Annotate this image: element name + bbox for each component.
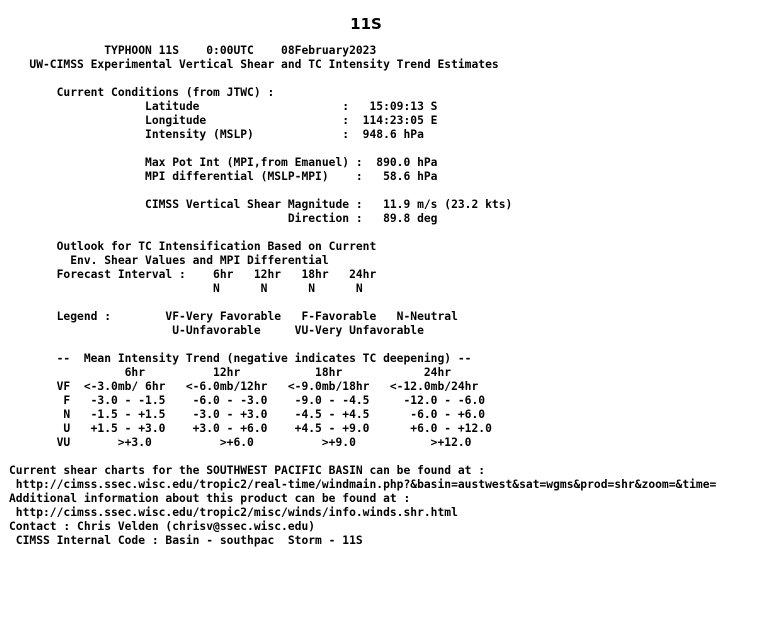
trend-row-vf: VF <-3.0mb/ 6hr <-6.0mb/12hr <-9.0mb/18hr <-12.0mb/24hr bbox=[9, 380, 479, 393]
max-pot-int-line: Max Pot Int (MPI,from Emanuel) : 890.0 hPa bbox=[9, 156, 438, 169]
shear-charts-text: Current shear charts for the SOUTHWEST PACIFIC BASIN can be found at : bbox=[9, 464, 486, 477]
legend-line-1: Legend : VF-Very Favorable F-Favorable N-Neutral bbox=[9, 310, 458, 323]
trend-row-f: F -3.0 - -1.5 -6.0 - -3.0 -9.0 - -4.5 -12.0 - -6.0 bbox=[9, 394, 486, 407]
mpi-differential-line: MPI differential (MSLP-MPI) : 58.6 hPa bbox=[9, 170, 438, 183]
latitude-line: Latitude : 15:09:13 S bbox=[9, 100, 438, 113]
blank-line bbox=[9, 142, 716, 156]
outlook-subheading: Env. Shear Values and MPI Differential bbox=[9, 254, 329, 267]
trend-row-u: U +1.5 - +3.0 +3.0 - +6.0 +4.5 - +9.0 +6.0 - +12.0 bbox=[9, 422, 492, 435]
longitude-line: Longitude : 114:23:05 E bbox=[9, 114, 438, 127]
page-title: 11S bbox=[350, 15, 382, 33]
conditions-heading: Current Conditions (from JTWC) : bbox=[9, 86, 275, 99]
shear-direction-line: Direction : 89.8 deg bbox=[9, 212, 438, 225]
trend-row-vu: VU >+3.0 >+6.0 >+9.0 >+12.0 bbox=[9, 436, 472, 449]
blank-line bbox=[9, 296, 716, 310]
forecast-interval-values: N N N N bbox=[9, 282, 363, 295]
shear-charts-link[interactable]: http://cimss.ssec.wisc.edu/tropic2/real-time/windmain.php?&basin=austwest&sat=wgms&prod=shr&zoom=&time= bbox=[9, 478, 717, 491]
intensity-line: Intensity (MSLP) : 948.6 hPa bbox=[9, 128, 424, 141]
report-header-line: TYPHOON 11S 0:00UTC 08February2023 bbox=[9, 44, 377, 57]
additional-info-text: Additional information about this product can be found at : bbox=[9, 492, 411, 505]
blank-line bbox=[9, 338, 716, 352]
shear-report bbox=[9, 44, 716, 548]
trend-row-n: N -1.5 - +1.5 -3.0 - +3.0 -4.5 - +4.5 -6.0 - +6.0 bbox=[9, 408, 486, 421]
legend-line-2: U-Unfavorable VU-Very Unfavorable bbox=[9, 324, 424, 337]
additional-info-link[interactable]: http://cimss.ssec.wisc.edu/tropic2/misc/winds/info.winds.shr.html bbox=[9, 506, 458, 519]
internal-code-line: CIMSS Internal Code : Basin - southpac Storm - 11S bbox=[9, 534, 363, 547]
blank-line bbox=[9, 450, 716, 464]
blank-line bbox=[9, 226, 716, 240]
blank-line bbox=[9, 72, 716, 86]
forecast-interval-header: Forecast Interval : 6hr 12hr 18hr 24hr bbox=[9, 268, 377, 281]
outlook-heading: Outlook for TC Intensification Based on Current bbox=[9, 240, 377, 253]
trend-column-header: 6hr 12hr 18hr 24hr bbox=[9, 366, 452, 379]
trend-heading: -- Mean Intensity Trend (negative indicates TC deepening) -- bbox=[9, 352, 472, 365]
blank-line bbox=[9, 184, 716, 198]
shear-magnitude-line: CIMSS Vertical Shear Magnitude : 11.9 m/s (23.2 kts) bbox=[9, 198, 513, 211]
report-subtitle-line: UW-CIMSS Experimental Vertical Shear and TC Intensity Trend Estimates bbox=[9, 58, 499, 71]
contact-line: Contact : Chris Velden (chrisv@ssec.wisc.edu) bbox=[9, 520, 316, 533]
